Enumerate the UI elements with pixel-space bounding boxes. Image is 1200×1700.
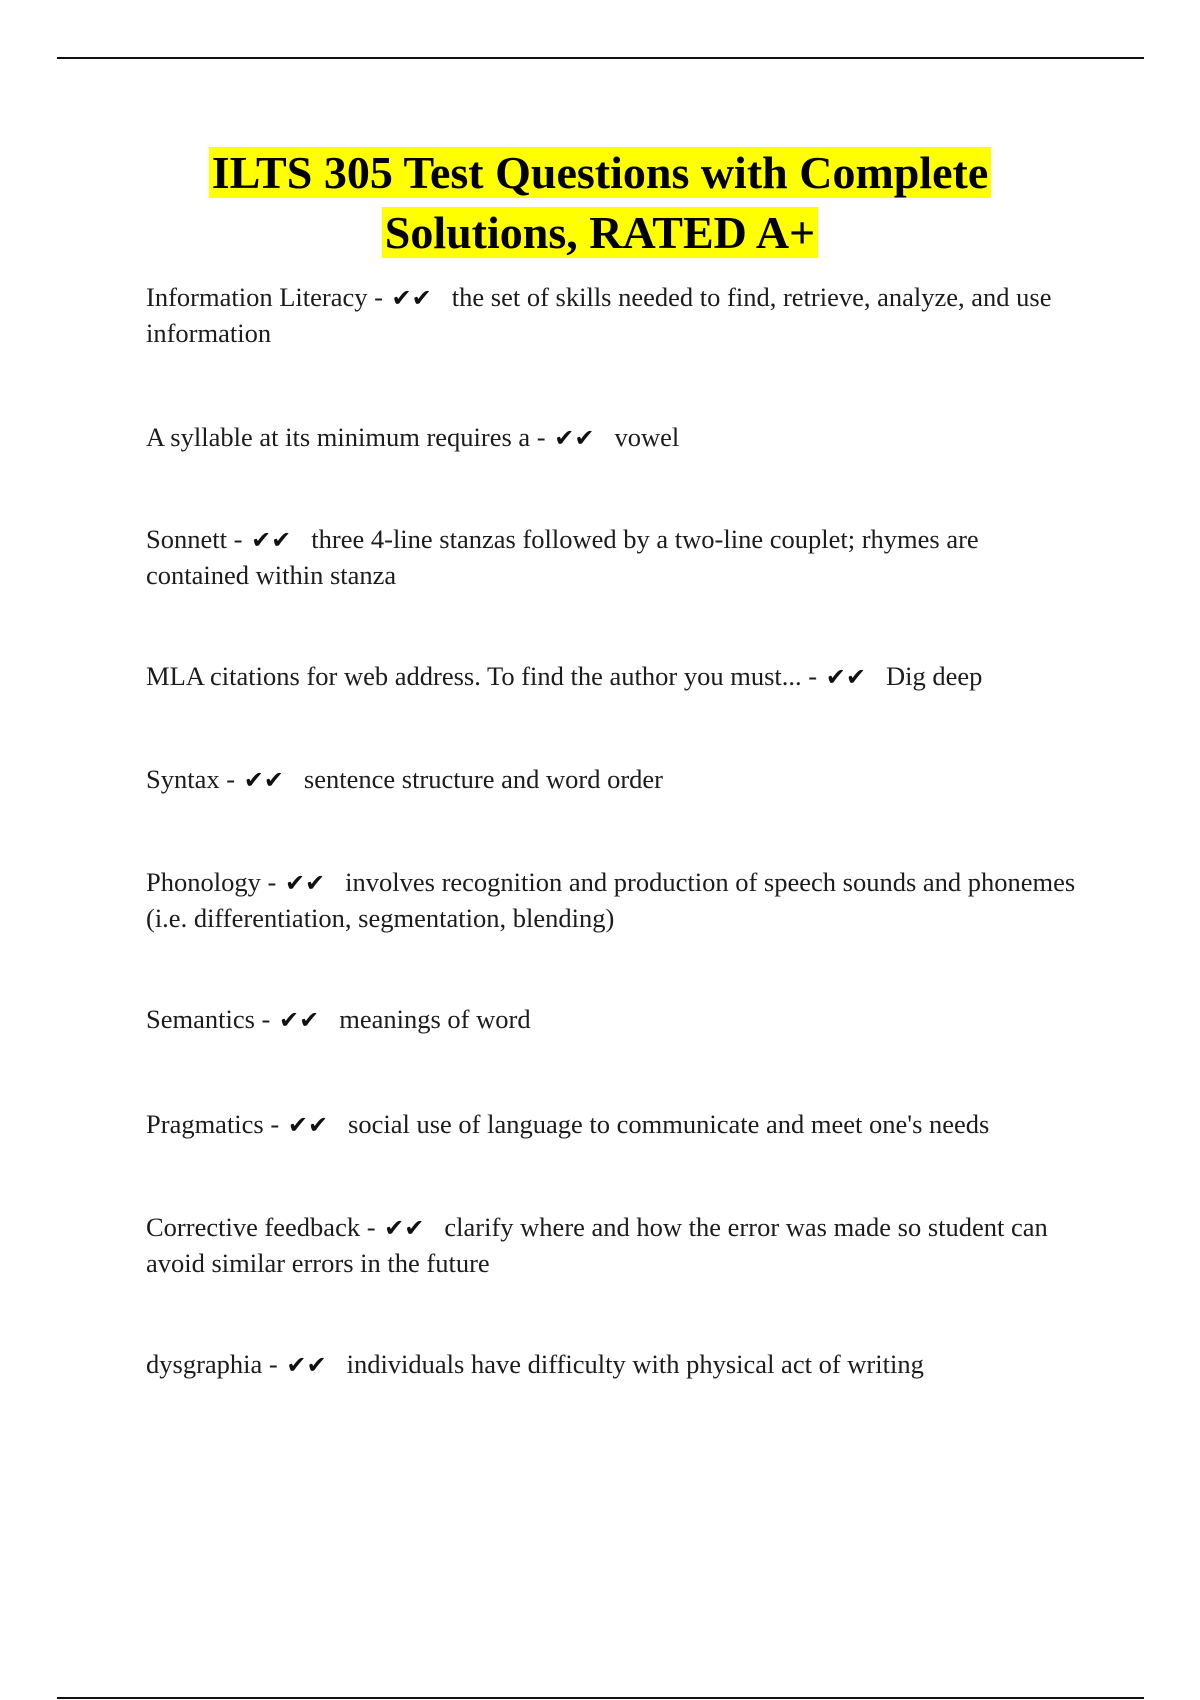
qa-term: Phonology -: [146, 867, 283, 897]
qa-item: [146, 1210, 1086, 1281]
double-check-icon: ✔✔: [251, 526, 292, 554]
qa-term: Pragmatics -: [146, 1109, 286, 1139]
qa-answer: clarify where and how the error was made so student can avoid similar errors in the future: [146, 1212, 1048, 1278]
top-rule: [57, 57, 1144, 59]
double-check-icon: ✔✔: [286, 1351, 327, 1379]
qa-item: [146, 420, 1086, 456]
title-line-1: ILTS 305 Test Questions with Complete: [209, 147, 992, 198]
bottom-rule: [57, 1697, 1144, 1699]
double-check-icon: ✔✔: [243, 766, 284, 794]
double-check-icon: ✔✔: [284, 869, 326, 897]
double-check-icon: ✔✔: [825, 663, 866, 691]
qa-answer: Dig deep: [885, 661, 983, 691]
qa-item: [146, 762, 1086, 798]
qa-answer: the set of skills needed to find, retrieve, analyze, and use information: [146, 282, 1052, 348]
qa-term: dysgraphia -: [146, 1349, 285, 1379]
qa-answer: vowel: [614, 422, 680, 452]
qa-term: Information Literacy -: [146, 282, 390, 312]
double-check-icon: ✔✔: [287, 1111, 329, 1139]
qa-term: Corrective feedback -: [146, 1212, 383, 1242]
document-title: [100, 143, 1100, 263]
double-check-icon: ✔✔: [384, 1214, 425, 1242]
qa-answer: meanings of word: [339, 1004, 531, 1034]
qa-item: [146, 865, 1086, 936]
title-line-2: Solutions, RATED A+: [382, 207, 819, 258]
qa-item: [146, 1347, 1086, 1383]
double-check-icon: ✔✔: [279, 1006, 320, 1034]
qa-answer: social use of language to communicate and meet one's needs: [348, 1109, 990, 1139]
qa-term: A syllable at its minimum requires a -: [146, 422, 553, 452]
qa-term: MLA citations for web address. To find the author you must... -: [146, 661, 824, 691]
qa-item: [146, 1107, 1086, 1143]
qa-answer: sentence structure and word order: [303, 764, 663, 794]
double-check-icon: ✔✔: [391, 284, 432, 312]
qa-item: [146, 280, 1086, 351]
qa-answer: individuals have difficulty with physical act of writing: [346, 1349, 924, 1379]
qa-answer: involves recognition and production of speech sounds and phonemes (i.e. differentiation, segmentation, blending): [146, 867, 1076, 933]
qa-term: Semantics -: [146, 1004, 277, 1034]
qa-item: [146, 1002, 1086, 1038]
qa-term: Syntax -: [146, 764, 242, 794]
double-check-icon: ✔✔: [554, 424, 595, 452]
qa-item: [146, 659, 1086, 695]
qa-answer: three 4-line stanzas followed by a two-line couplet; rhymes are contained within stanza: [146, 524, 979, 590]
qa-term: Sonnett -: [146, 524, 250, 554]
qa-item: [146, 522, 1086, 593]
